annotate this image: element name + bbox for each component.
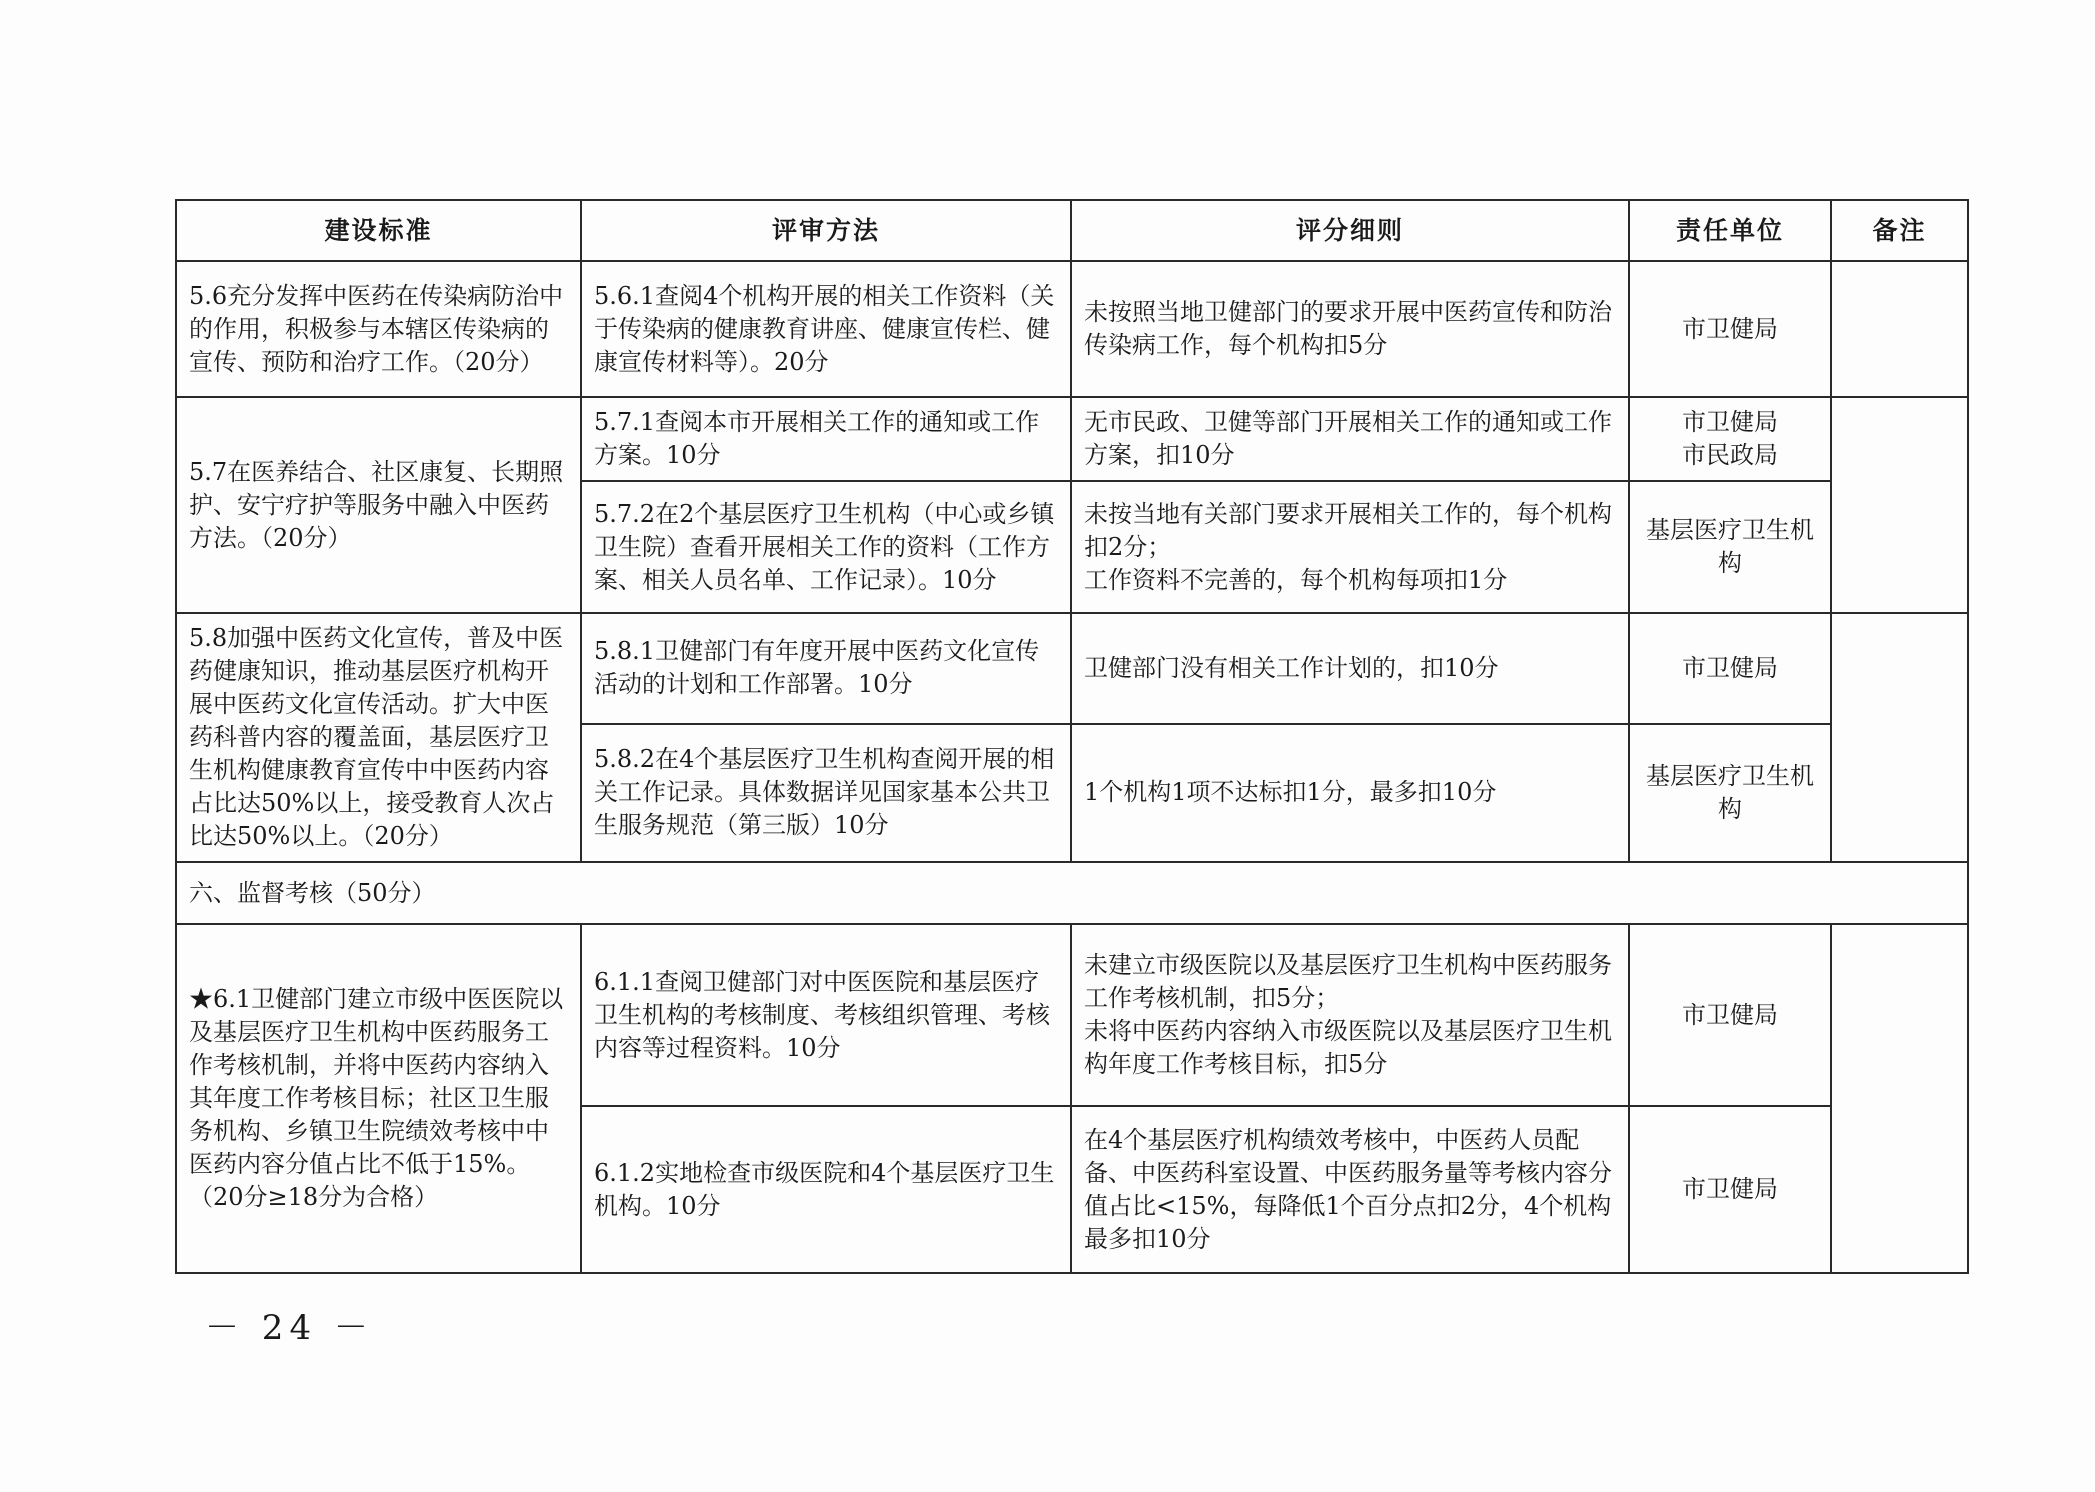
note-cell: [1831, 924, 1968, 1273]
unit-cell: 市卫健局: [1629, 924, 1831, 1106]
standard-cell: 5.6充分发挥中医药在传染病防治中的作用，积极参与本辖区传染病的宣传、预防和治疗工作。（20分）: [176, 261, 581, 397]
evaluation-standards-table: [175, 199, 1969, 1274]
unit-cell: 市卫健局: [1629, 261, 1831, 397]
table-row: [176, 261, 1968, 397]
method-cell: 5.7.1查阅本市开展相关工作的通知或工作方案。10分: [581, 397, 1071, 481]
detail-cell: 1个机构1项不达标扣1分，最多扣10分: [1071, 724, 1629, 862]
unit-cell: 市卫健局: [1629, 1106, 1831, 1273]
header-standard: 建设标准: [176, 200, 581, 261]
header-note: 备注: [1831, 200, 1968, 261]
method-cell: 6.1.1查阅卫健部门对中医医院和基层医疗卫生机构的考核制度、考核组织管理、考核内容等过程资料。10分: [581, 924, 1071, 1106]
note-cell: [1831, 261, 1968, 397]
page-number: － 24 －: [205, 1308, 374, 1348]
method-cell: 5.8.2在4个基层医疗卫生机构查阅开展的相关工作记录。具体数据详见国家基本公共卫生服务规范（第三版）10分: [581, 724, 1071, 862]
detail-cell: 未建立市级医院以及基层医疗卫生机构中医药服务工作考核机制，扣5分； 未将中医药内容纳入市级医院以及基层医疗卫生机构年度工作考核目标，扣5分: [1071, 924, 1629, 1106]
method-cell: 6.1.2实地检查市级医院和4个基层医疗卫生机构。10分: [581, 1106, 1071, 1273]
unit-cell: 市卫健局 市民政局: [1629, 397, 1831, 481]
detail-cell: 无市民政、卫健等部门开展相关工作的通知或工作方案，扣10分: [1071, 397, 1629, 481]
header-unit: 责任单位: [1629, 200, 1831, 261]
section-heading: 六、监督考核（50分）: [176, 862, 1968, 924]
unit-cell: 基层医疗卫生机构: [1629, 481, 1831, 613]
standard-cell: ★6.1卫健部门建立市级中医医院以及基层医疗卫生机构中医药服务工作考核机制，并将中医药内容纳入其年度工作考核目标；社区卫生服务机构、乡镇卫生院绩效考核中中医药内容分值占比不低于15%。（20分≥18分为合格）: [176, 924, 581, 1273]
detail-cell: 卫健部门没有相关工作计划的，扣10分: [1071, 613, 1629, 724]
table-header-row: [176, 200, 1968, 261]
unit-cell: 市卫健局: [1629, 613, 1831, 724]
detail-cell: 未按当地有关部门要求开展相关工作的，每个机构扣2分； 工作资料不完善的，每个机构每项扣1分: [1071, 481, 1629, 613]
method-cell: 5.8.1卫健部门有年度开展中医药文化宣传活动的计划和工作部署。10分: [581, 613, 1071, 724]
header-detail: 评分细则: [1071, 200, 1629, 261]
detail-cell: 未按照当地卫健部门的要求开展中医药宣传和防治传染病工作，每个机构扣5分: [1071, 261, 1629, 397]
table-row: [176, 924, 1968, 1106]
method-cell: 5.7.2在2个基层医疗卫生机构（中心或乡镇卫生院）查看开展相关工作的资料（工作方案、相关人员名单、工作记录）。10分: [581, 481, 1071, 613]
note-cell: [1831, 613, 1968, 862]
standard-cell: 5.8加强中医药文化宣传，普及中医药健康知识，推动基层医疗机构开展中医药文化宣传活动。扩大中医药科普内容的覆盖面，基层医疗卫生机构健康教育宣传中中医药内容占比达50%以上，接受教育人次占比达50%以上。（20分）: [176, 613, 581, 862]
table-row: [176, 397, 1968, 481]
section-heading-row: [176, 862, 1968, 924]
detail-cell: 在4个基层医疗机构绩效考核中，中医药人员配备、中医药科室设置、中医药服务量等考核内容分值占比<15%，每降低1个百分点扣2分，4个机构最多扣10分: [1071, 1106, 1629, 1273]
method-cell: 5.6.1查阅4个机构开展的相关工作资料（关于传染病的健康教育讲座、健康宣传栏、健康宣传材料等）。20分: [581, 261, 1071, 397]
table-row: [176, 613, 1968, 724]
note-cell: [1831, 397, 1968, 613]
header-method: 评审方法: [581, 200, 1071, 261]
unit-cell: 基层医疗卫生机构: [1629, 724, 1831, 862]
standard-cell: 5.7在医养结合、社区康复、长期照护、安宁疗护等服务中融入中医药方法。（20分）: [176, 397, 581, 613]
